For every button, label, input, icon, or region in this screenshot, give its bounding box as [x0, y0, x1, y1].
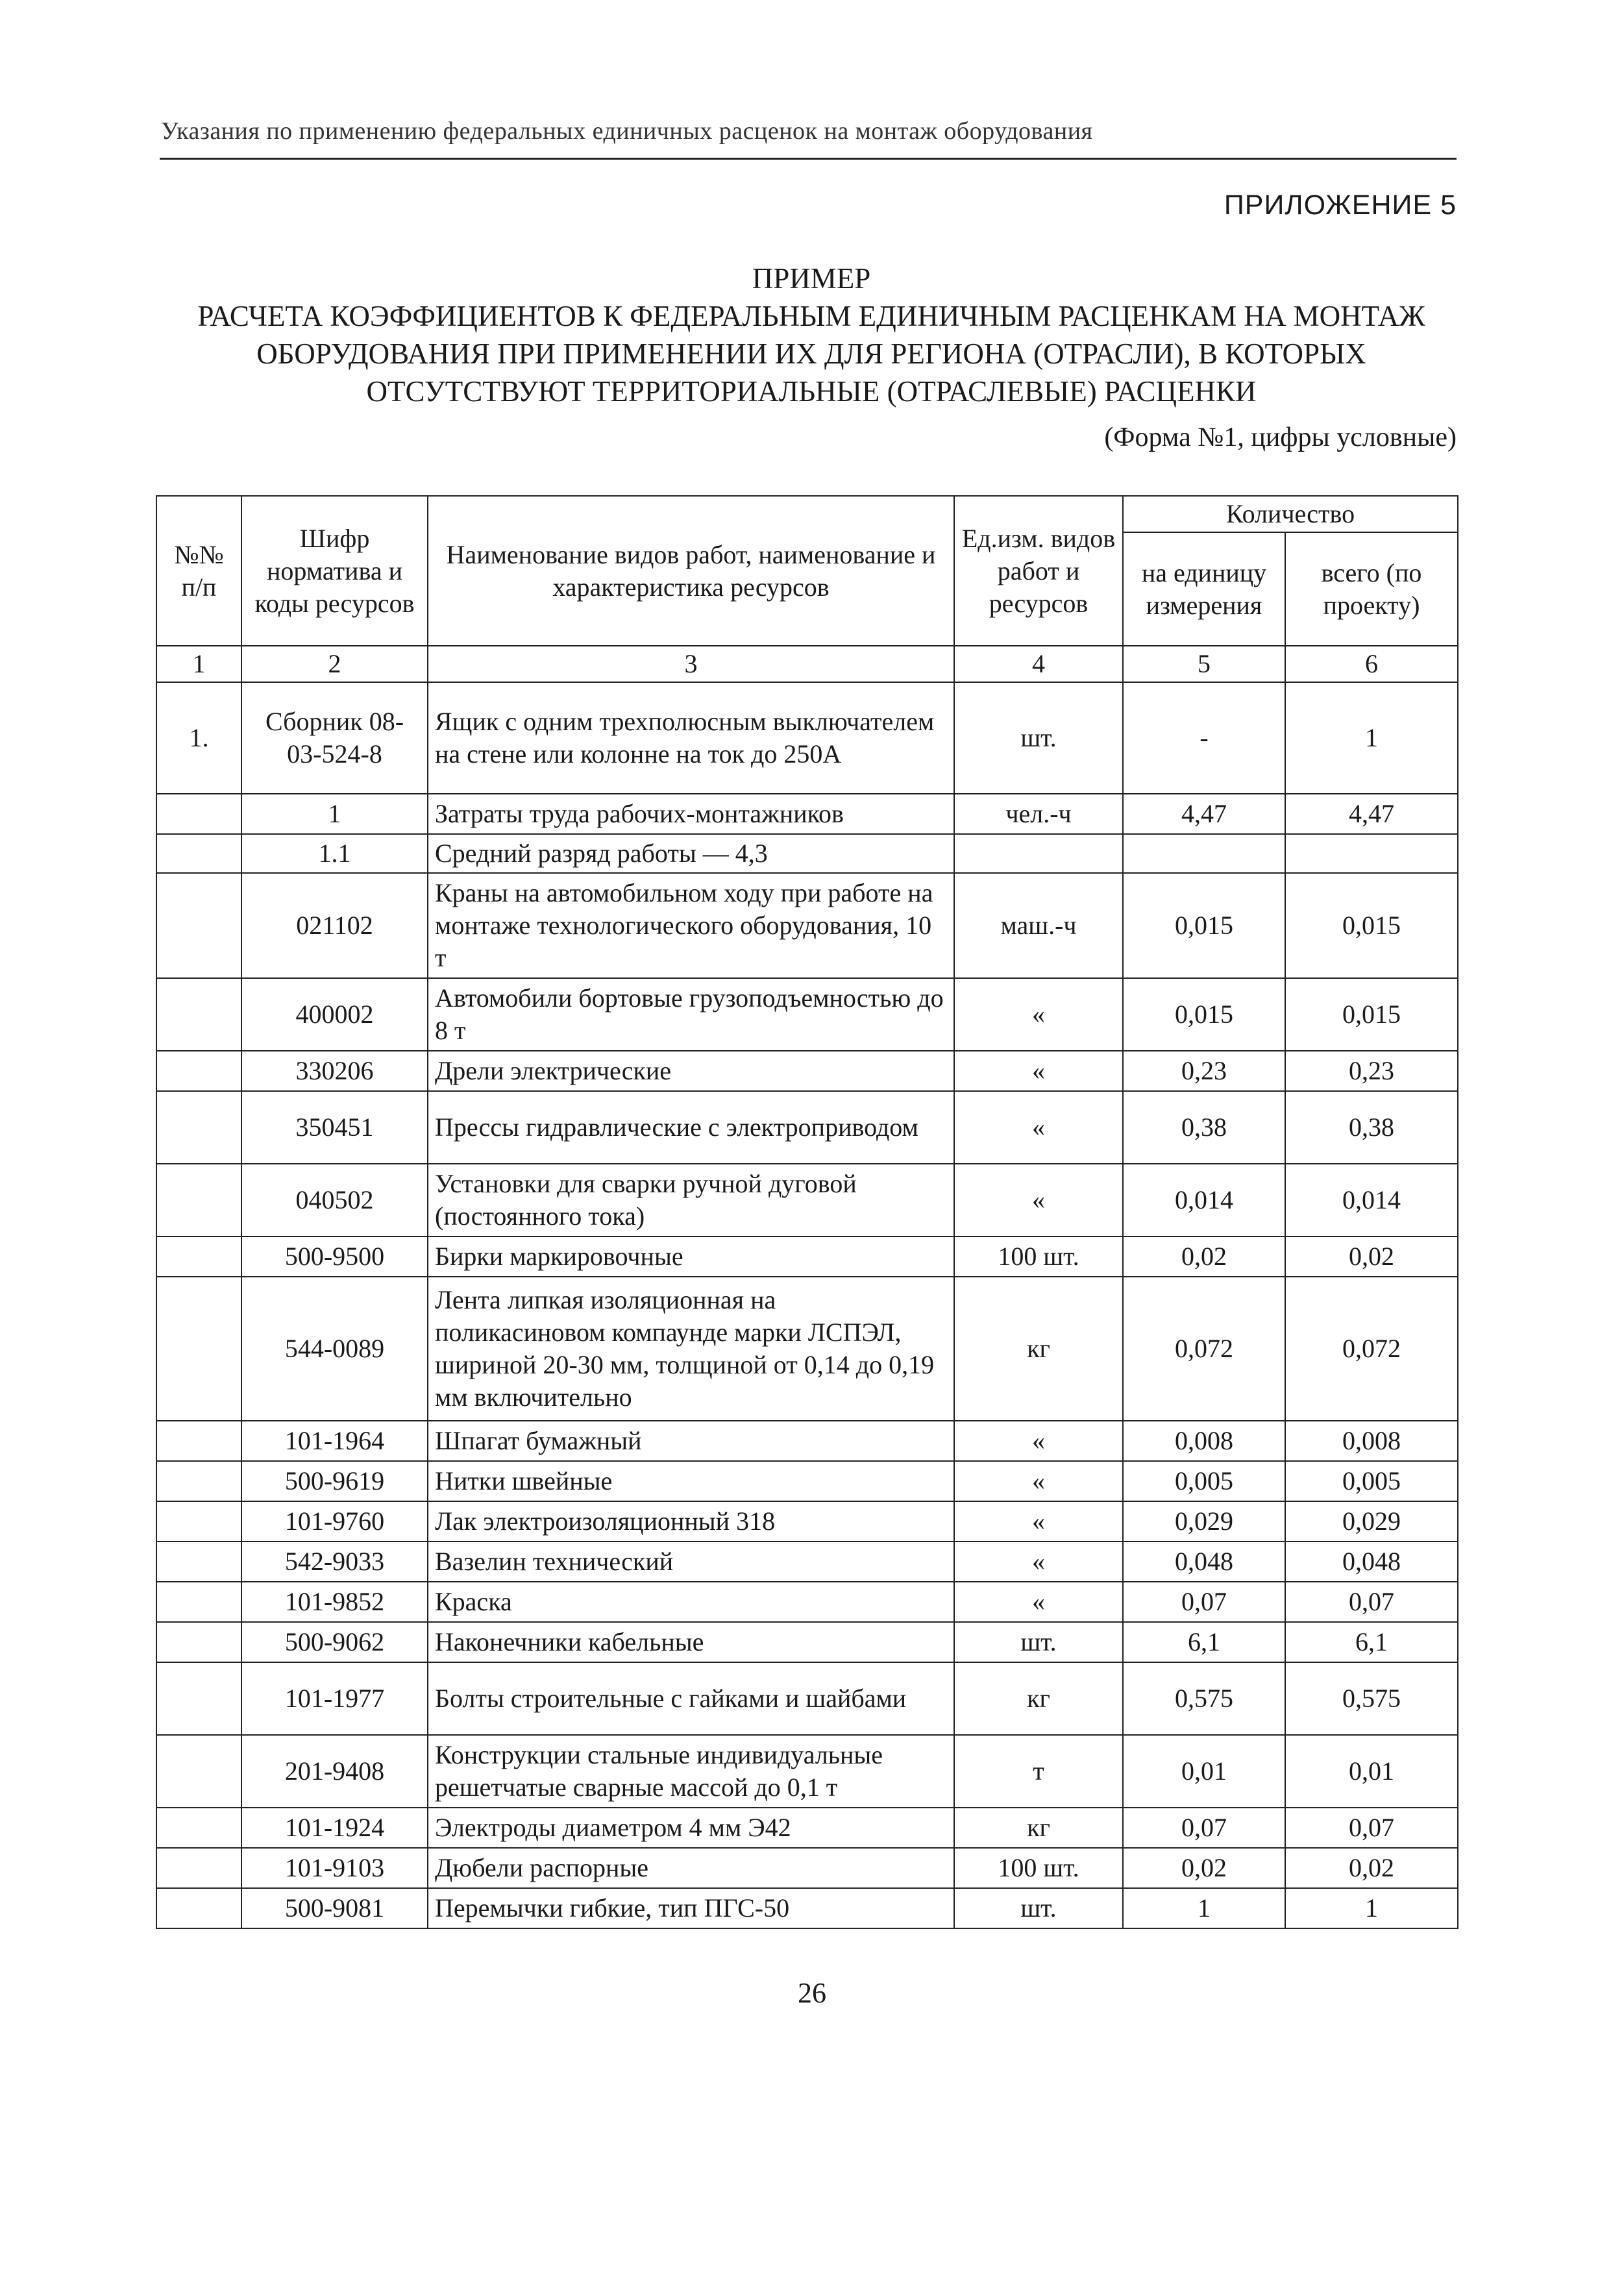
- row-per-unit: 0,015: [1123, 873, 1285, 978]
- row-unit: «: [954, 1164, 1123, 1236]
- column-numbers-row: [156, 646, 1458, 682]
- title-line: ПРИМЕР: [752, 262, 871, 295]
- header-unit: Ед.изм. видов работ и ресурсов: [954, 496, 1123, 646]
- row-total: 0,015: [1285, 978, 1458, 1051]
- row-name: Краны на автомобильном ходу при работе на монтаже технологического оборудования, 10 т: [428, 873, 954, 978]
- row-unit: «: [954, 1582, 1123, 1622]
- row-unit: «: [954, 1501, 1123, 1542]
- row-total: 0,015: [1285, 873, 1458, 978]
- row-total: 0,029: [1285, 1501, 1458, 1542]
- table-row: [156, 1236, 1458, 1277]
- row-number: [156, 1164, 241, 1236]
- row-name: Нитки швейные: [428, 1461, 954, 1501]
- row-name: Средний разряд работы — 4,3: [428, 834, 954, 873]
- row-code: 1.1: [241, 834, 428, 873]
- row-number: [156, 1501, 241, 1542]
- row-per-unit: 4,47: [1123, 794, 1285, 834]
- row-code: 101-1964: [241, 1421, 428, 1461]
- row-per-unit: 0,029: [1123, 1501, 1285, 1542]
- row-number: [156, 1542, 241, 1582]
- row-per-unit: 6,1: [1123, 1622, 1285, 1662]
- row-name: Ящик с одним трехполюсным выключателем на стене или колонне на ток до 250А: [428, 682, 954, 794]
- row-per-unit: 0,048: [1123, 1542, 1285, 1582]
- row-total: 0,014: [1285, 1164, 1458, 1236]
- row-number: [156, 1808, 241, 1848]
- row-number: 1.: [156, 682, 241, 794]
- row-number: [156, 1582, 241, 1622]
- row-total: 0,575: [1285, 1662, 1458, 1735]
- row-name: Лента липкая изоляционная на поликасиновом компаунде марки ЛСПЭЛ, шириной 20-30 мм, толщиной от 0,14 до 0,19 мм включительно: [428, 1277, 954, 1421]
- row-per-unit: 0,38: [1123, 1091, 1285, 1164]
- row-per-unit: 0,01: [1123, 1735, 1285, 1808]
- column-number: 4: [954, 646, 1123, 682]
- page-number: 26: [798, 1977, 826, 2009]
- table-row: [156, 1622, 1458, 1662]
- header-quantity: Количество: [1123, 496, 1458, 532]
- row-number: [156, 873, 241, 978]
- row-unit: «: [954, 1051, 1123, 1091]
- row-code: 400002: [241, 978, 428, 1051]
- row-code: 040502: [241, 1164, 428, 1236]
- row-total: 0,23: [1285, 1051, 1458, 1091]
- row-name: Болты строительные с гайками и шайбами: [428, 1662, 954, 1735]
- table-row: [156, 1808, 1458, 1848]
- row-number: [156, 1236, 241, 1277]
- table-row: [156, 1421, 1458, 1461]
- row-total: 0,07: [1285, 1582, 1458, 1622]
- table-header-row: [156, 496, 1458, 532]
- row-unit: «: [954, 1542, 1123, 1582]
- column-number: 3: [428, 646, 954, 682]
- row-code: 101-1924: [241, 1808, 428, 1848]
- row-per-unit: 0,014: [1123, 1164, 1285, 1236]
- row-per-unit: [1123, 834, 1285, 873]
- row-unit: чел.-ч: [954, 794, 1123, 834]
- row-code: 500-9500: [241, 1236, 428, 1277]
- row-name: Наконечники кабельные: [428, 1622, 954, 1662]
- table-row: [156, 1501, 1458, 1542]
- row-name: Лак электроизоляционный 318: [428, 1501, 954, 1542]
- row-name: Вазелин технический: [428, 1542, 954, 1582]
- row-code: 101-9852: [241, 1582, 428, 1622]
- row-unit: кг: [954, 1662, 1123, 1735]
- row-per-unit: 0,02: [1123, 1848, 1285, 1888]
- row-unit: 100 шт.: [954, 1236, 1123, 1277]
- title-line: ОТСУТСТВУЮТ ТЕРРИТОРИАЛЬНЫЕ (ОТРАСЛЕВЫЕ) РАСЦЕНКИ: [366, 375, 1257, 408]
- row-code: 500-9081: [241, 1888, 428, 1928]
- row-total: 1: [1285, 682, 1458, 794]
- resources-table: [156, 495, 1458, 1929]
- row-code: 021102: [241, 873, 428, 978]
- row-name: Дюбели распорные: [428, 1848, 954, 1888]
- row-number: [156, 1461, 241, 1501]
- row-unit: шт.: [954, 1888, 1123, 1928]
- row-code: 500-9062: [241, 1622, 428, 1662]
- title-line: РАСЧЕТА КОЭФФИЦИЕНТОВ К ФЕДЕРАЛЬНЫМ ЕДИНИЧНЫМ РАСЦЕНКАМ НА МОНТАЖ: [197, 300, 1425, 332]
- row-name: Электроды диаметром 4 мм Э42: [428, 1808, 954, 1848]
- row-per-unit: 0,23: [1123, 1051, 1285, 1091]
- appendix-label: ПРИЛОЖЕНИЕ 5: [1224, 190, 1457, 221]
- header-name: Наименование видов работ, наименование и характеристика ресурсов: [428, 496, 954, 646]
- table-row: [156, 1461, 1458, 1501]
- row-code: 544-0089: [241, 1277, 428, 1421]
- row-per-unit: 0,07: [1123, 1808, 1285, 1848]
- row-total: 0,02: [1285, 1236, 1458, 1277]
- row-name: Конструкции стальные индивидуальные решетчатые сварные массой до 0,1 т: [428, 1735, 954, 1808]
- row-code: Сборник 08-03-524-8: [241, 682, 428, 794]
- row-name: Прессы гидравлические с электроприводом: [428, 1091, 954, 1164]
- row-number: [156, 1662, 241, 1735]
- row-per-unit: 0,575: [1123, 1662, 1285, 1735]
- row-unit: [954, 834, 1123, 873]
- row-total: 0,005: [1285, 1461, 1458, 1501]
- row-number: [156, 1848, 241, 1888]
- row-unit: шт.: [954, 1622, 1123, 1662]
- row-unit: «: [954, 1421, 1123, 1461]
- row-code: 101-9760: [241, 1501, 428, 1542]
- row-number: [156, 978, 241, 1051]
- row-number: [156, 834, 241, 873]
- title-line: ОБОРУДОВАНИЯ ПРИ ПРИМЕНЕНИИ ИХ ДЛЯ РЕГИОНА (ОТРАСЛИ), В КОТОРЫХ: [256, 338, 1366, 370]
- row-total: 0,02: [1285, 1848, 1458, 1888]
- table-row: [156, 1277, 1458, 1421]
- form-note: (Форма №1, цифры условные): [1104, 423, 1457, 452]
- row-name: Краска: [428, 1582, 954, 1622]
- row-code: 542-9033: [241, 1542, 428, 1582]
- row-name: Установки для сварки ручной дуговой (постоянного тока): [428, 1164, 954, 1236]
- row-unit: т: [954, 1735, 1123, 1808]
- header-rule: [160, 158, 1457, 160]
- row-total: 0,01: [1285, 1735, 1458, 1808]
- table-row: [156, 1662, 1458, 1735]
- table-row: [156, 1051, 1458, 1091]
- row-name: Бирки маркировочные: [428, 1236, 954, 1277]
- row-per-unit: 0,02: [1123, 1236, 1285, 1277]
- row-total: 1: [1285, 1888, 1458, 1928]
- row-total: 0,072: [1285, 1277, 1458, 1421]
- table-row: [156, 1582, 1458, 1622]
- row-total: 0,38: [1285, 1091, 1458, 1164]
- table-row: [156, 1164, 1458, 1236]
- row-unit: «: [954, 1461, 1123, 1501]
- row-total: 0,048: [1285, 1542, 1458, 1582]
- row-code: 201-9408: [241, 1735, 428, 1808]
- table-row: [156, 1848, 1458, 1888]
- row-unit: кг: [954, 1808, 1123, 1848]
- table-row: [156, 873, 1458, 978]
- row-unit: кг: [954, 1277, 1123, 1421]
- row-unit: шт.: [954, 682, 1123, 794]
- table-row: [156, 1542, 1458, 1582]
- table-row: [156, 1888, 1458, 1928]
- row-unit: «: [954, 978, 1123, 1051]
- column-number: 6: [1285, 646, 1458, 682]
- row-name: Автомобили бортовые грузоподъемностью до 8 т: [428, 978, 954, 1051]
- table-row: [156, 682, 1458, 794]
- row-total: 6,1: [1285, 1622, 1458, 1662]
- header-num: №№ п/п: [156, 496, 241, 646]
- row-code: 500-9619: [241, 1461, 428, 1501]
- row-number: [156, 1277, 241, 1421]
- table-row: [156, 1091, 1458, 1164]
- header-code: Шифр норматива и коды ресурсов: [241, 496, 428, 646]
- row-number: [156, 1051, 241, 1091]
- row-name: Затраты труда рабочих-монтажников: [428, 794, 954, 834]
- row-code: 350451: [241, 1091, 428, 1164]
- row-code: 101-1977: [241, 1662, 428, 1735]
- header-total: всего (по проекту): [1285, 532, 1458, 646]
- row-unit: маш.-ч: [954, 873, 1123, 978]
- row-total: 4,47: [1285, 794, 1458, 834]
- row-total: [1285, 834, 1458, 873]
- column-number: 5: [1123, 646, 1285, 682]
- table-row: [156, 794, 1458, 834]
- row-name: Дрели электрические: [428, 1051, 954, 1091]
- table-row: [156, 978, 1458, 1051]
- column-number: 1: [156, 646, 241, 682]
- row-name: Перемычки гибкие, тип ПГС-50: [428, 1888, 954, 1928]
- row-per-unit: 0,072: [1123, 1277, 1285, 1421]
- row-total: 0,07: [1285, 1808, 1458, 1848]
- table-row: [156, 1735, 1458, 1808]
- row-code: 101-9103: [241, 1848, 428, 1888]
- document-title: [162, 260, 1460, 410]
- row-code: 1: [241, 794, 428, 834]
- row-code: 330206: [241, 1051, 428, 1091]
- row-per-unit: 0,015: [1123, 978, 1285, 1051]
- row-number: [156, 1888, 241, 1928]
- header-per-unit: на единицу измерения: [1123, 532, 1285, 646]
- row-total: 0,008: [1285, 1421, 1458, 1461]
- row-name: Шпагат бумажный: [428, 1421, 954, 1461]
- row-per-unit: 1: [1123, 1888, 1285, 1928]
- row-number: [156, 1735, 241, 1808]
- table-row: [156, 834, 1458, 873]
- column-number: 2: [241, 646, 428, 682]
- row-per-unit: 0,008: [1123, 1421, 1285, 1461]
- row-number: [156, 794, 241, 834]
- row-per-unit: -: [1123, 682, 1285, 794]
- row-per-unit: 0,07: [1123, 1582, 1285, 1622]
- running-header: Указания по применению федеральных единичных расценок на монтаж оборудования: [161, 117, 1093, 145]
- row-number: [156, 1091, 241, 1164]
- row-number: [156, 1421, 241, 1461]
- row-unit: 100 шт.: [954, 1848, 1123, 1888]
- row-per-unit: 0,005: [1123, 1461, 1285, 1501]
- row-unit: «: [954, 1091, 1123, 1164]
- row-number: [156, 1622, 241, 1662]
